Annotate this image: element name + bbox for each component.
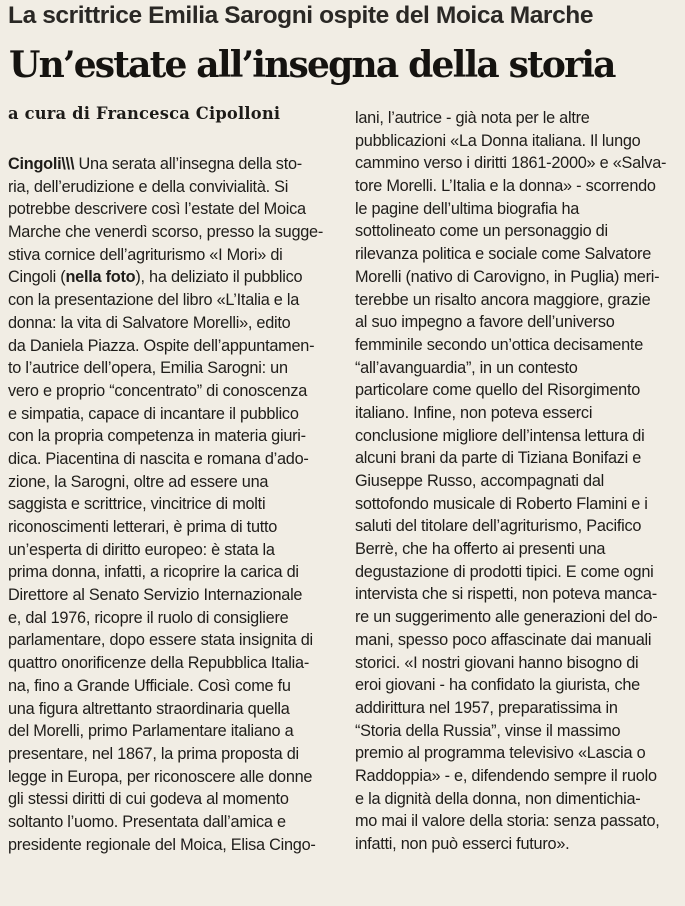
text-line: intervista che si rispetti, non poteva manca- [355,585,657,604]
text-line: riconoscimenti letterari, è prima di tutto [8,518,278,536]
text-line: sottofondo musicale di Roberto Flamini e i [355,494,648,513]
text-line: na, fino a Grande Ufficiale. Così come fu [8,676,291,695]
text-line: soltanto l’uomo. Presentata dall’amica e [8,812,286,831]
text-line [8,266,336,289]
text-line: presidente regionale del Moica, Elisa Cingo- [8,835,316,854]
text-line: re un suggerimento alle generazioni del do- [355,608,658,627]
text-line: storici. «I nostri giovani hanno bisogno di [355,653,639,672]
text-line: “Storia della Russia”, vinse il massimo [355,721,621,740]
article-column-left [8,153,336,856]
text-line: del Morelli, primo Parlamentare italiano a [8,722,294,741]
text-line: un’esperta di diritto europeo: è stata la [8,540,275,559]
text-line: Direttore al Senato Servizio Internazionale [8,586,303,605]
text-line: cammino verso i diritti 1861-2000» e «Salva- [355,154,667,173]
text-run: Una serata all’insegna della sto- [74,155,302,173]
text-run: ), ha deliziato il pubblico [135,268,303,287]
text-line: femminile secondo un’ottica decisamente [355,335,643,354]
text-line: Marche che venerdì scorso, presso la sugge- [8,223,324,242]
text-line: una figura altrettanto straordinaria quella [8,699,290,718]
text-line: e la dignità della donna, non dimentichia- [355,789,641,808]
text-line: con la propria competenza in materia giuri- [8,427,306,446]
text-line: e simpatia, capace di incantare il pubblico [8,404,299,423]
text-line: quattro onorificenze della Repubblica Italia- [8,654,309,673]
text-line: sottolineato come un personaggio di [355,222,608,241]
text-line: lani, l’autrice - già nota per le altre [355,109,590,127]
text-line: mo mai il valore della storia: senza passato, [355,812,660,831]
text-line: vero e proprio “concentrato” di conoscenza [8,381,308,400]
text-line: Raddoppia» - e, difendendo sempre il ruolo [355,766,657,785]
text-line: alcuni brani da parte di Tiziana Bonifazi e [355,449,642,468]
text-line: parlamentare, dopo essere stata insignita di [8,631,313,650]
text-line: gli stessi diritti di cui godeva al momento [8,790,289,809]
text-line: da Daniela Piazza. Ospite dell’appuntamen- [8,336,315,355]
photo-reference: nella foto [65,268,136,287]
text-line: al suo impegno a favore dell’universo [355,313,615,332]
text-line: to l’autrice dell’opera, Emilia Sarogni: un [8,359,288,378]
text-line: legge in Europa, per riconoscere alle donne [8,767,313,786]
article-headline: Un’estate all’insegna della storia [9,44,615,86]
text-line: Giuseppe Russo, accompagnati dal [355,472,605,490]
text-line: potrebbe descrivere così l’estate del Moica [8,200,306,219]
text-line: zione, la Sarogni, oltre ad essere una [8,472,269,491]
text-line: pubblicazioni «La Donna italiana. Il lungo [355,131,641,150]
text-line: prima donna, infatti, a ricoprire la carica di [8,563,299,582]
text-line: conclusione migliore dell’intensa lettura di [355,426,645,445]
dateline: Cingoli\\\ [8,155,75,173]
text-line: presentare, nel 1867, la prima proposta di [8,744,299,763]
text-line: terebbe un risalto ancora maggiore, grazie [355,290,651,309]
text-line: degustazione di prodotti tipici. E come ogni [355,562,654,581]
text-line: dica. Piacentina di nascita e romana d’ado- [8,449,309,468]
text-line: Morelli (nativo di Carovigno, in Puglia) meri- [355,267,660,286]
text-line: eroi giovani - ha confidato la giurista, che [355,676,640,695]
text-line: donna: la vita di Salvatore Morelli», edito [8,313,291,332]
text-line: ria, dell’erudizione e della convivialità. Si [8,177,289,196]
text-line: saggista e scrittrice, vincitrice di molti [8,495,266,514]
text-line: Berrè, che ha offerto ai presenti una [355,540,606,559]
text-line: saluti del titolare dell’agriturismo, Pacifico [355,517,642,536]
text-line: e, dal 1976, ricopre il ruolo di consigliere [8,608,289,627]
article-byline: a cura di Francesca Cipolloni [8,104,281,123]
text-line: italiano. Infine, non poteva esserci [355,403,593,422]
text-line: stiva cornice dell’agriturismo «I Mori» di [8,245,283,264]
text-line [8,153,336,176]
text-run: Cingoli ( [8,268,66,287]
text-line: le pagine dell’ultima biografia ha [355,199,580,218]
text-line: particolare come quello del Risorgimento [355,381,641,400]
text-line: con la presentazione del libro «L’Italia e la [8,291,300,310]
text-line: tore Morelli. L’Italia e la donna» - scorrendo [355,177,656,196]
article-overline: La scrittrice Emilia Sarogni ospite del Moica Marche [8,2,594,29]
text-line: infatti, non può esserci futuro». [355,835,570,853]
text-line: addirittura nel 1957, preparatissima in [355,698,618,717]
text-line: mani, spesso poco affascinate dai manuali [355,630,652,649]
text-line: rilevanza politica e sociale come Salvatore [355,245,652,264]
text-line: “all’avanguardia”, in un contesto [355,358,578,377]
article-column-right [355,107,677,856]
text-line: premio al programma televisivo «Lascia o [355,744,646,763]
